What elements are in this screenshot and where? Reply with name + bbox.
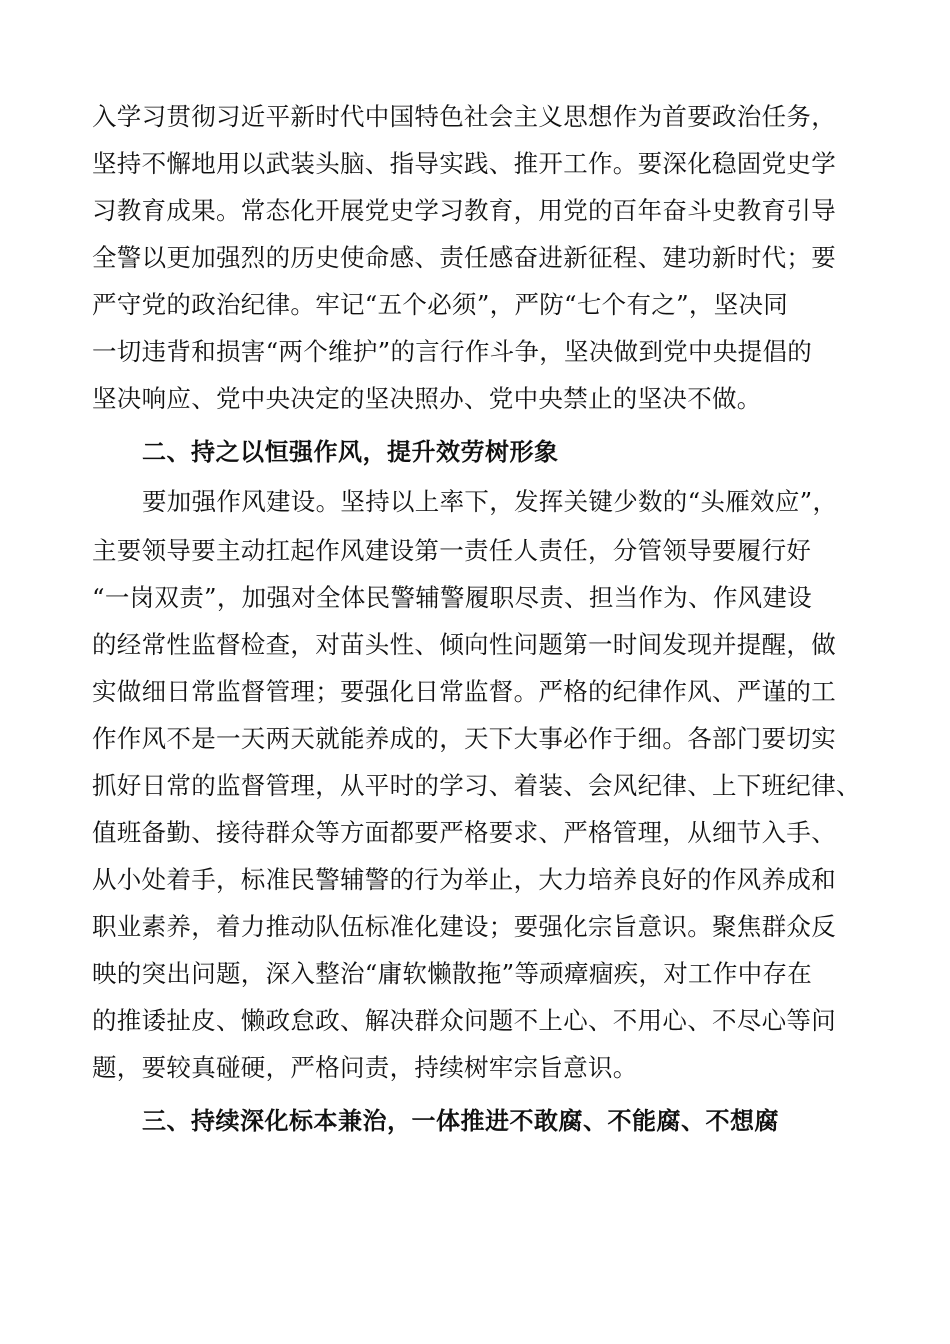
paragraph-line: 题，要较真碰硬，严格问责，持续树牢宗旨意识。 bbox=[92, 1053, 638, 1082]
paragraph-line: 全警以更加强烈的历史使命感、责任感奋进新征程、建功新时代；要 bbox=[92, 243, 836, 272]
paragraph-line: 入学习贯彻习近平新时代中国特色社会主义思想作为首要政治任务， bbox=[92, 102, 836, 131]
paragraph-line: 主要领导要主动扛起作风建设第一责任人责任，分管领导要履行好 bbox=[92, 536, 812, 565]
paragraph-line: 实做细日常监督管理；要强化日常监督。严格的纪律作风、严谨的工 bbox=[92, 677, 836, 706]
paragraph-line: 映的突出问题，深入整治“庸软懒散拖”等顽瘴痼疾，对工作中存在 bbox=[92, 959, 813, 988]
paragraph-line: 的经常性监督检查，对苗头性、倾向性问题第一时间发现并提醒，做 bbox=[92, 630, 836, 659]
paragraph-line: 坚决响应、党中央决定的坚决照办、党中央禁止的坚决不做。 bbox=[92, 384, 762, 413]
paragraph-line: 严守党的政治纪律。牢记“五个必须”，严防“七个有之”，坚决同 bbox=[92, 290, 789, 319]
paragraph-line: 抓好日常的监督管理，从平时的学习、着装、会风纪律、上下班纪律、 bbox=[92, 771, 861, 800]
paragraph-line: 坚持不懈地用以武装头脑、指导实践、推开工作。要深化稳固党史学 bbox=[92, 149, 836, 178]
paragraph-line: 职业素养，着力推动队伍标准化建设；要强化宗旨意识。聚焦群众反 bbox=[92, 912, 836, 941]
paragraph-line: “一岗双责”，加强对全体民警辅警履职尽责、担当作为、作风建设 bbox=[92, 583, 813, 612]
section-heading-2: 二、持之以恒强作风，提升效劳树形象 bbox=[142, 438, 559, 466]
paragraph-line: 值班备勤、接待群众等方面都要严格要求、严格管理，从细节入手、 bbox=[92, 818, 836, 847]
paragraph-line: 习教育成果。常态化开展党史学习教育，用党的百年奋斗史教育引导 bbox=[92, 196, 836, 225]
paragraph-line: 的推诿扯皮、懒政怠政、解决群众问题不上心、不用心、不尽心等问 bbox=[92, 1006, 836, 1035]
section-heading-3: 三、持续深化标本兼治，一体推进不敢腐、不能腐、不想腐 bbox=[142, 1107, 779, 1135]
paragraph-line: 从小处着手，标准民警辅警的行为举止，大力培养良好的作风养成和 bbox=[92, 865, 836, 894]
paragraph-line: 作作风不是一天两天就能养成的，天下大事必作于细。各部门要切实 bbox=[92, 724, 836, 753]
paragraph-line: 一切违背和损害“两个维护”的言行作斗争，坚决做到党中央提倡的 bbox=[92, 337, 813, 366]
paragraph-line: 要加强作风建设。坚持以上率下，发挥关键少数的“头雁效应”， bbox=[142, 487, 838, 516]
